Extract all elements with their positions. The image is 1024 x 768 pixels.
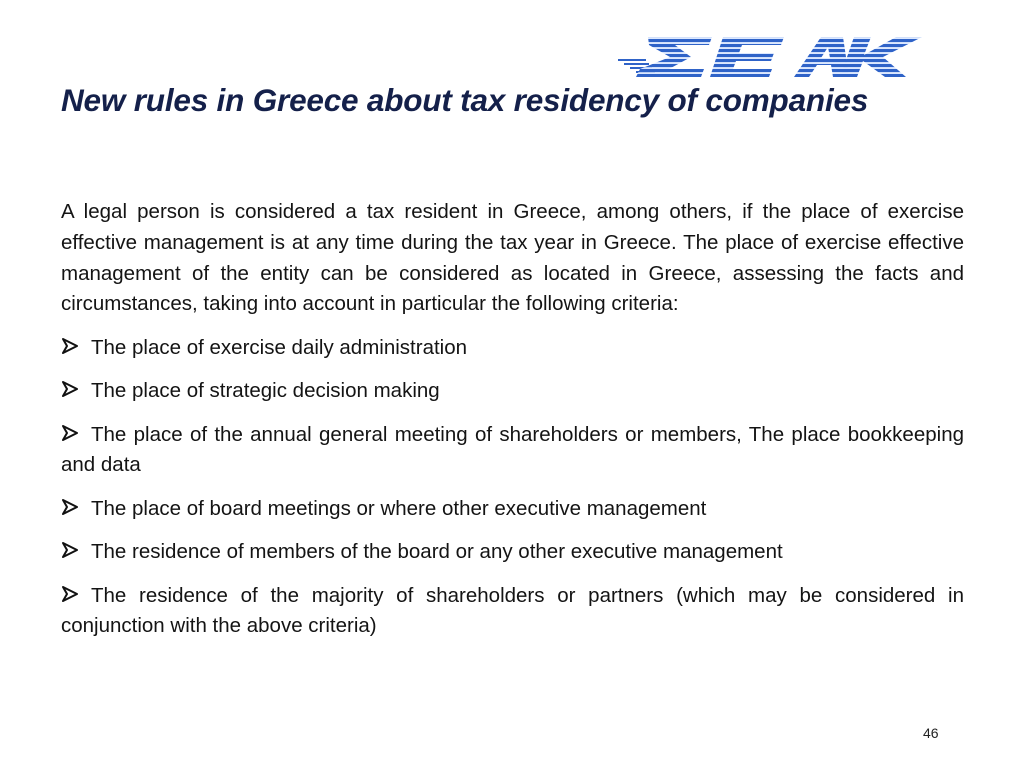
criteria-item-board-meetings xyxy=(61,494,964,525)
page-title: New rules in Greece about tax residency of companies xyxy=(61,82,869,118)
arrow-bullet-icon xyxy=(61,585,79,603)
arrow-bullet-icon xyxy=(61,424,79,442)
page-number: 46 xyxy=(923,725,939,741)
criteria-item-daily-administration xyxy=(61,333,964,364)
arrow-bullet-icon xyxy=(61,541,79,559)
intro-paragraph: A legal person is considered a tax resident in Greece, among others, if the place of exercise effective management is at any time during the tax year in Greece. The place of exercise effective management of the entity can be considered as located in Greece, assessing the facts and circumstances, taking into account in particular the following criteria: xyxy=(61,200,964,316)
slide-content xyxy=(61,197,964,642)
arrow-bullet-icon xyxy=(61,498,79,516)
criteria-item-text: The residence of members of the board or any other executive management xyxy=(91,540,783,564)
criteria-item-text: The place of board meetings or where other executive management xyxy=(91,496,707,520)
criteria-item-board-residence xyxy=(61,537,964,568)
arrow-bullet-icon xyxy=(61,380,79,398)
criteria-item-text: The place of exercise daily administration xyxy=(91,335,468,359)
criteria-list xyxy=(61,333,964,642)
criteria-item-text: The place of the annual general meeting of shareholders or members, The place bookkeeping and data xyxy=(61,422,964,477)
arrow-bullet-icon xyxy=(61,337,79,355)
seak-logo xyxy=(618,34,928,80)
criteria-item-strategic-decision xyxy=(61,376,964,407)
criteria-item-text: The place of strategic decision making xyxy=(91,379,440,403)
criteria-item-general-meeting xyxy=(61,420,964,482)
criteria-item-text: The residence of the majority of shareholders or partners (which may be considered in conjunction with the above criteria) xyxy=(61,583,964,638)
criteria-item-shareholder-residence xyxy=(61,581,964,643)
